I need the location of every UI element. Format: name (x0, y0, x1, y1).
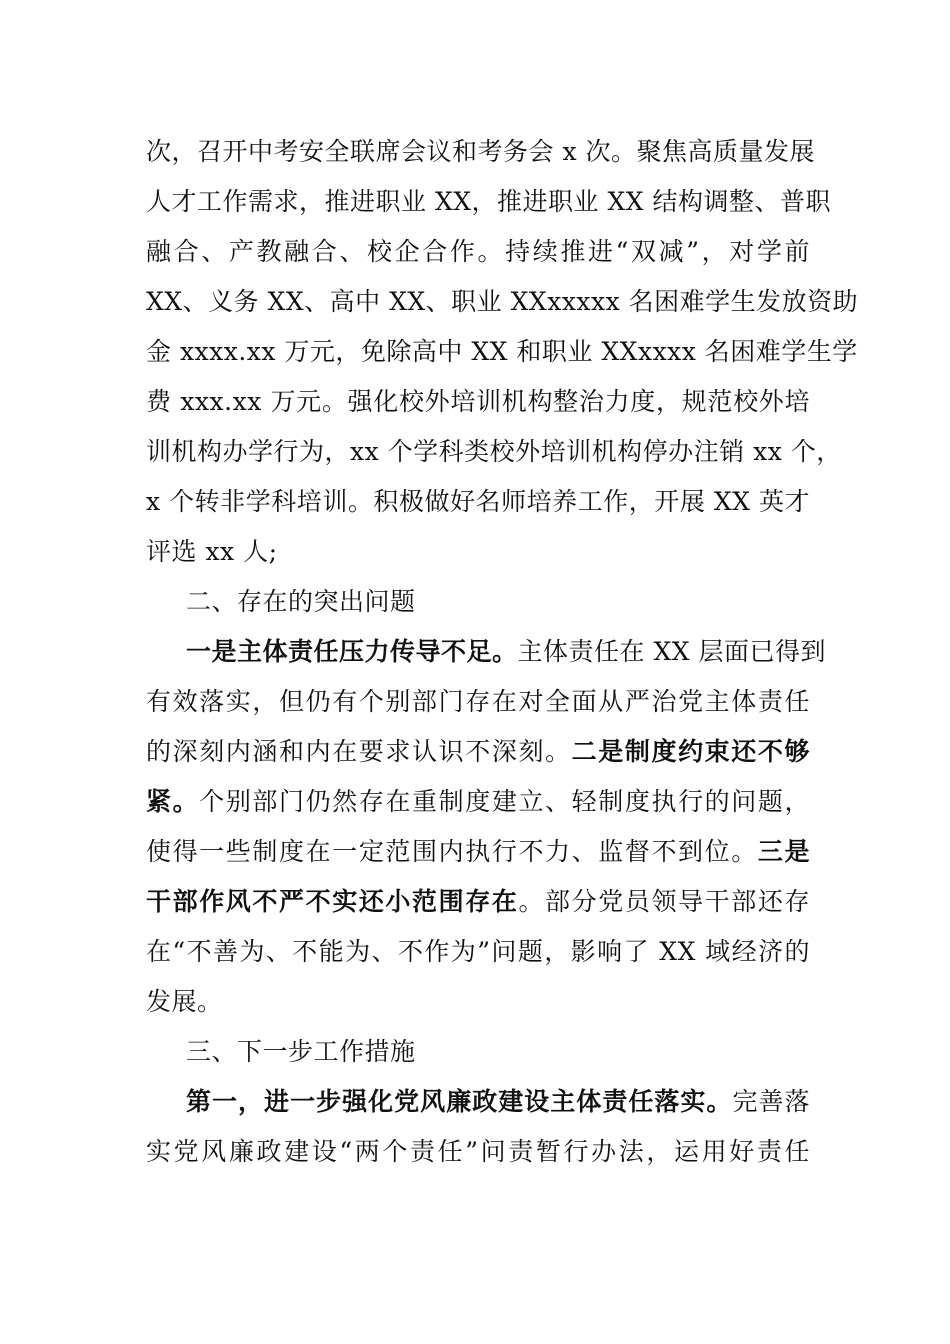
paragraph-line (146, 827, 810, 877)
paragraph-line: 评选 xx 人; (146, 537, 278, 566)
paragraph-line (146, 877, 810, 927)
paragraph-line: 次，召开中考安全联席会议和考务会 x 次。聚焦高质量发展 (146, 137, 815, 166)
paragraph-line: 金 xxxx.xx 万元，免除高中 XX 和职业 XXxxxx 名困难学生学 (146, 337, 858, 366)
paragraph-line: 在“不善为、不能为、不作为”问题，影响了 XX 域经济的 (146, 937, 810, 966)
paragraph-text: 使得一些制度在一定范围内执行不力、监督不到位。 (146, 837, 758, 866)
paragraph-line (146, 1077, 810, 1127)
paragraph-text: 。部分党员领导干部还存 (518, 887, 810, 916)
paragraph-text: 个别部门仍然存在重制度建立、轻制度执行的问题， (199, 787, 810, 816)
paragraph-text: 完善落 (732, 1087, 810, 1116)
bold-measure-one: 第一，进一步强化党风廉政建设主体责任落实。 (186, 1087, 733, 1116)
paragraph-line: 训机构办学行为，xx 个学科类校外培训机构停办注销 xx 个， (146, 437, 842, 466)
bold-point-two: 二是制度约束还不够 (571, 737, 810, 766)
bold-point-one: 一是主体责任压力传导不足。 (186, 637, 518, 666)
section-heading-problems: 二、存在的突出问题 (186, 587, 416, 616)
paragraph-line: 发展。 (146, 987, 223, 1016)
paragraph-line: XX、义务 XX、高中 XX、职业 XXxxxxx 名困难学生发放资助 (146, 287, 859, 316)
paragraph-line: 有效落实，但仍有个别部门存在对全面从严治党主体责任 (146, 687, 810, 716)
paragraph-line (146, 777, 810, 827)
paragraph-line: 人才工作需求，推进职业 XX，推进职业 XX 结构调整、普职 (146, 187, 832, 216)
bold-point-three-end: 干部作风不严不实还小范围存在 (146, 887, 519, 916)
paragraph-line: 实党风廉政建设“两个责任”问责暂行办法，运用好责任 (146, 1137, 810, 1166)
bold-point-two-end: 紧。 (146, 787, 200, 816)
paragraph-line: 费 xxx.xx 万元。强化校外培训机构整治力度，规范校外培 (146, 387, 810, 416)
paragraph-line (146, 627, 827, 677)
document-body (146, 127, 859, 1177)
paragraph-text: 的深刻内涵和内在要求认识不深刻。 (146, 737, 572, 766)
paragraph-text: 主体责任在 XX 层面已得到 (517, 637, 827, 666)
bold-point-three: 三是 (757, 837, 810, 866)
paragraph-line: 融合、产教融合、校企合作。持续推进“双减”，对学前 (146, 237, 810, 266)
paragraph-line (146, 727, 810, 777)
paragraph-line: x 个转非学科培训。积极做好名师培养工作，开展 XX 英才 (146, 487, 810, 516)
section-heading-next-steps: 三、下一步工作措施 (186, 1037, 416, 1066)
